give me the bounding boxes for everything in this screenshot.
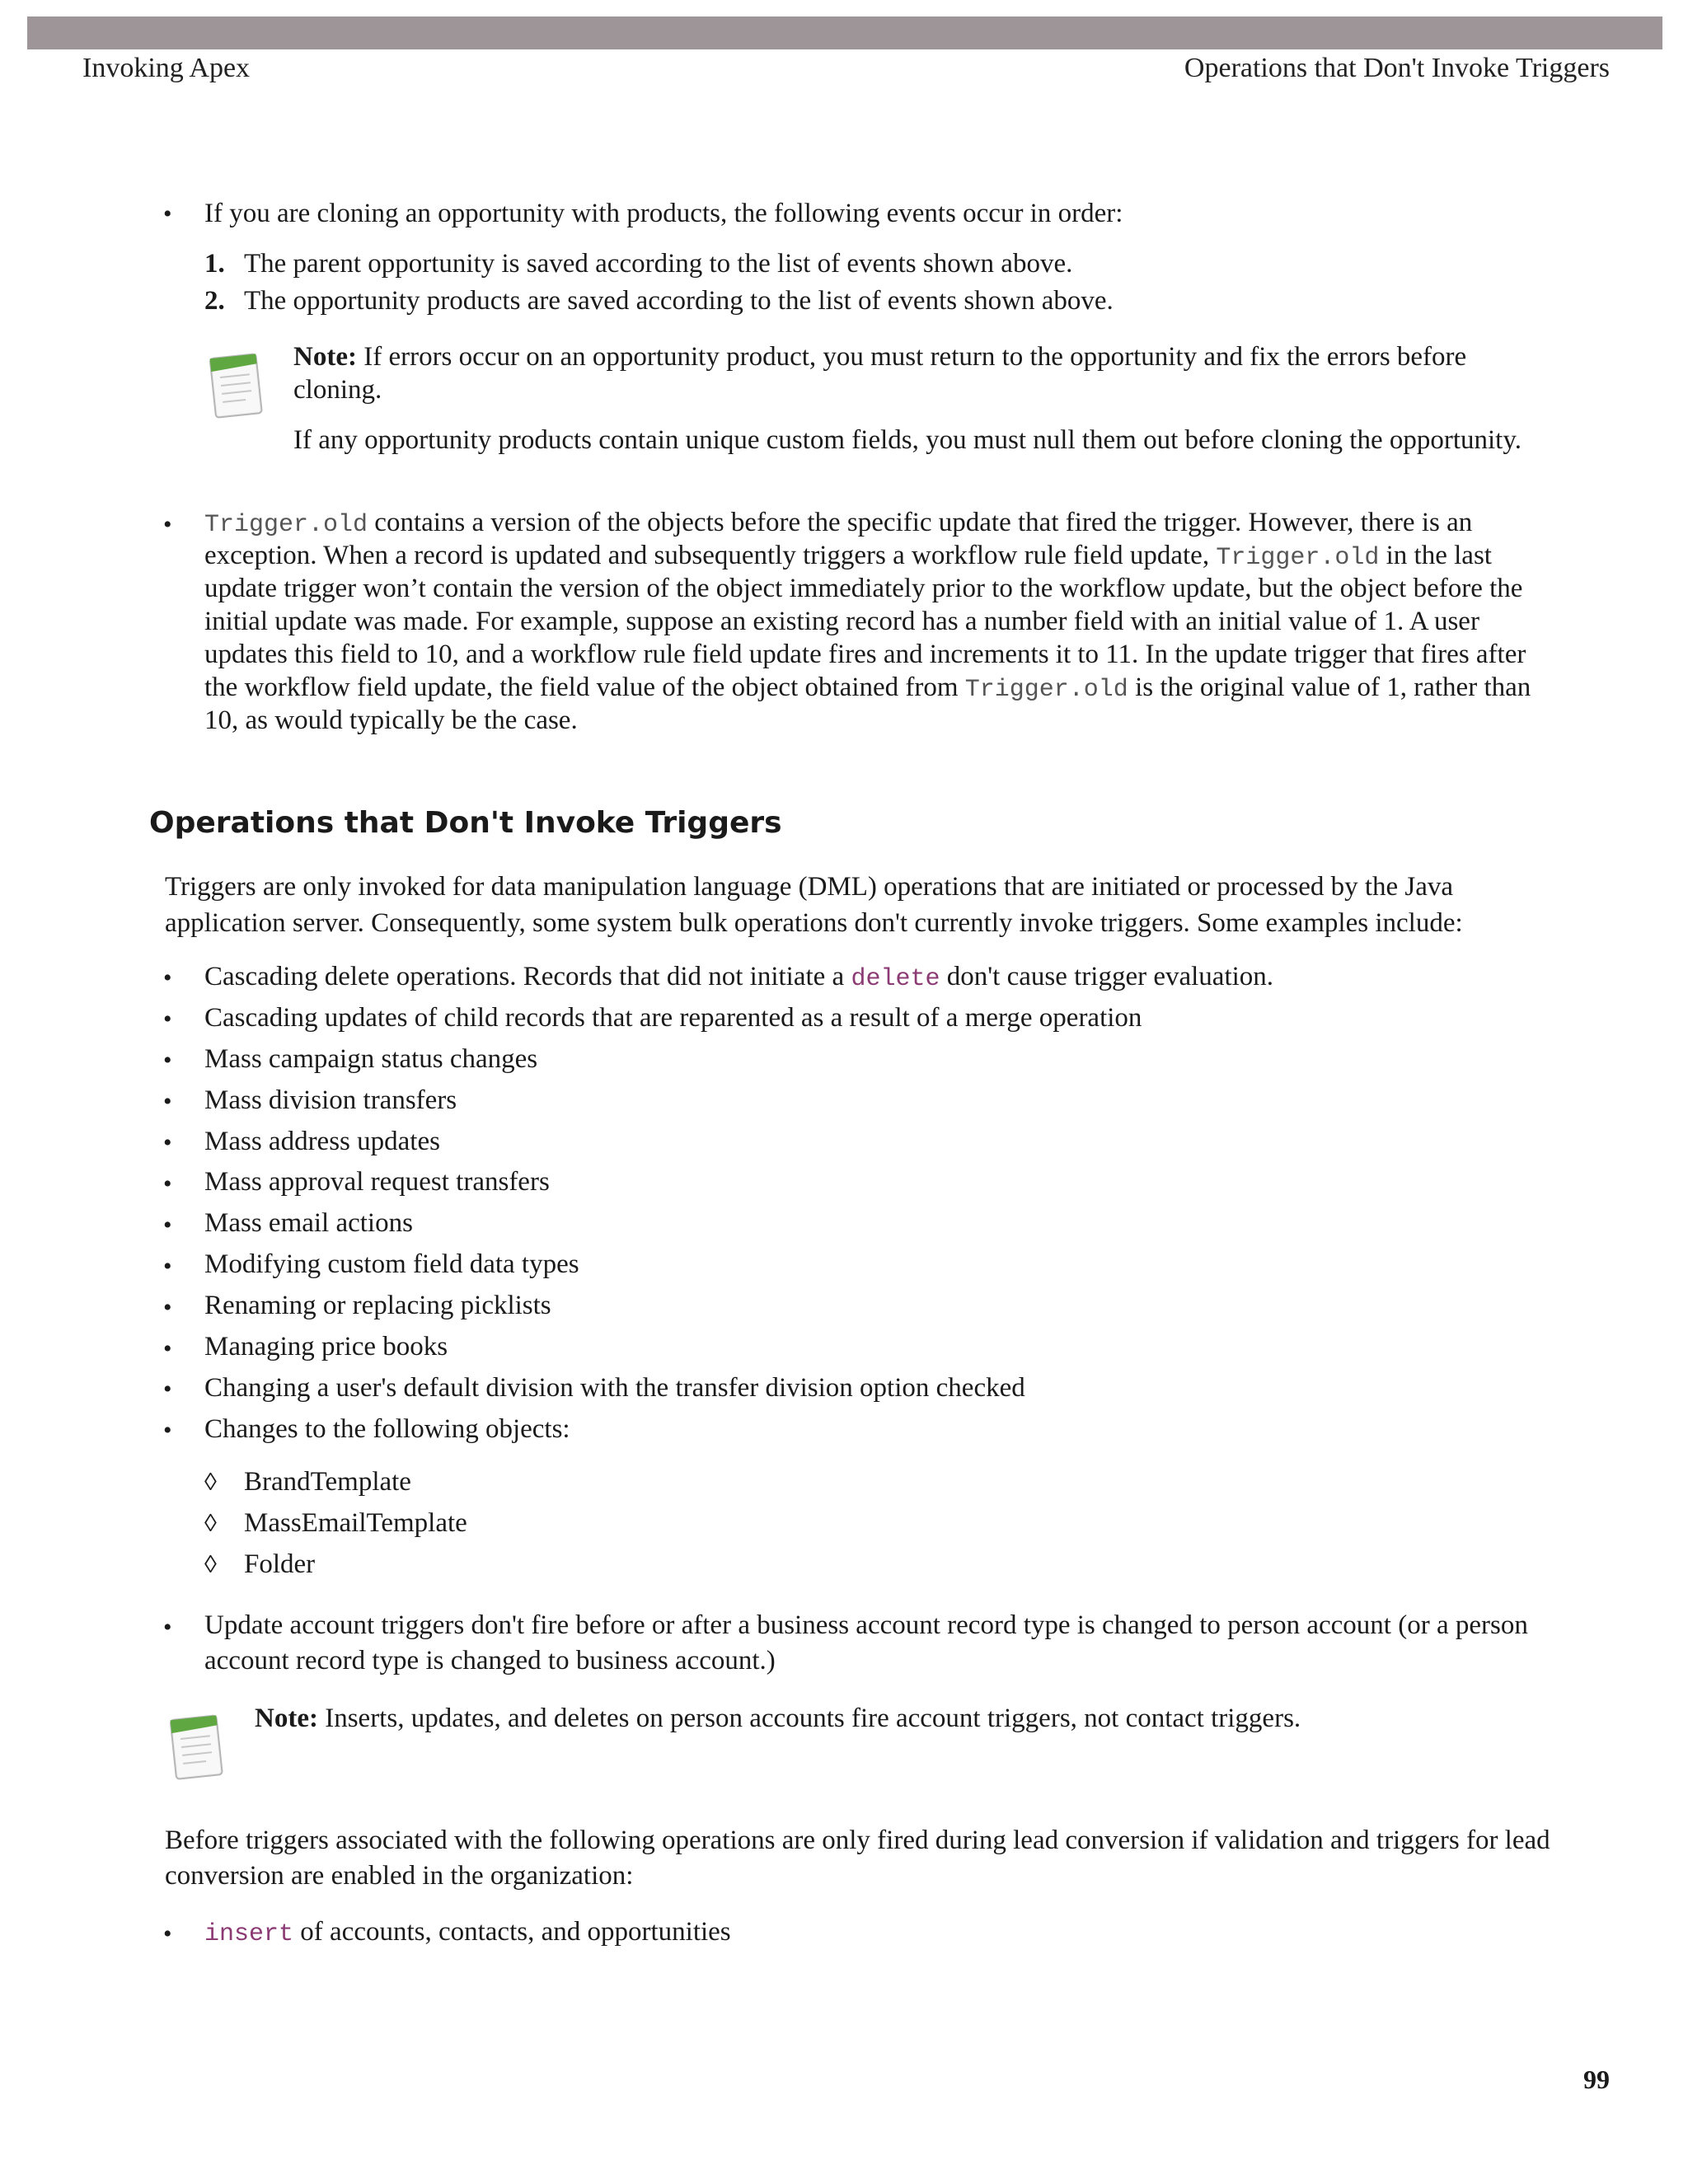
bullet: • xyxy=(163,1212,172,1239)
bullet: • xyxy=(163,1294,172,1321)
diamond-bullet: ◊ xyxy=(204,1469,217,1496)
list-item: Mass campaign status changes xyxy=(204,1044,538,1074)
list-item: Cascading updates of child records that are reparented as a result of a merge operation xyxy=(204,1003,1142,1033)
bullet: • xyxy=(163,1047,172,1074)
account-line: Update account triggers don't fire before or after a business account record type is changed to person account (or a person xyxy=(204,1610,1528,1640)
note-paragraph-2: If any opportunity products contain unique custom fields, you must null them out before cloning the opportunity. xyxy=(293,425,1522,455)
object-item: Folder xyxy=(244,1549,316,1579)
trigger-old-line: updates this field to 10, and a workflow rule field update fires and increments it to 11. In the update trigger that fires after xyxy=(204,640,1526,669)
step-text: The parent opportunity is saved according to the list of events shown above. xyxy=(244,249,1073,279)
bullet: • xyxy=(163,1417,172,1444)
object-item: BrandTemplate xyxy=(244,1467,411,1497)
list-item: Mass division transfers xyxy=(204,1085,457,1115)
bullet: • xyxy=(163,1005,172,1033)
list-item: insert of accounts, contacts, and opportunities xyxy=(204,1917,731,1948)
lead-paragraph: conversion are enabled in the organization: xyxy=(165,1861,634,1891)
running-header-right: Operations that Don't Invoke Triggers xyxy=(1184,53,1610,83)
note-paragraph: Note: Inserts, updates, and deletes on person accounts fire account triggers, not contact triggers. xyxy=(255,1704,1301,1733)
step-number: 2. xyxy=(204,286,225,316)
header-bar xyxy=(27,16,1662,49)
note-paragraph: Note: If errors occur on an opportunity product, you must return to the opportunity and fix the errors before xyxy=(293,342,1467,372)
section-title: Operations that Don't Invoke Triggers xyxy=(149,806,782,840)
lead-paragraph: Before triggers associated with the following operations are only fired during lead conversion if validation and triggers for lead xyxy=(165,1825,1550,1855)
bullet: • xyxy=(163,1129,172,1156)
bullet: • xyxy=(163,1614,172,1641)
bullet: • xyxy=(163,1376,172,1403)
diamond-bullet: ◊ xyxy=(204,1510,217,1537)
list-item: Renaming or replacing picklists xyxy=(204,1291,551,1320)
cloning-intro: If you are cloning an opportunity with products, the following events occur in order: xyxy=(204,199,1123,228)
trigger-old-line: the workflow field update, the field value of the object obtained from Trigger.old is the original value of 1, rather than xyxy=(204,673,1531,704)
list-item: Cascading delete operations. Records that did not initiate a delete don't cause trigger evaluation. xyxy=(204,962,1274,993)
list-item: Mass approval request transfers xyxy=(204,1167,550,1197)
bullet: • xyxy=(163,1170,172,1197)
diamond-bullet: ◊ xyxy=(204,1551,217,1578)
bullet: • xyxy=(163,1920,172,1947)
code-delete: delete xyxy=(851,965,940,993)
bullet: • xyxy=(163,1088,172,1115)
list-item: Changes to the following objects: xyxy=(204,1414,570,1444)
account-line: account record type is changed to business account.) xyxy=(204,1646,776,1675)
object-item: MassEmailTemplate xyxy=(244,1508,467,1538)
note-paragraph-cont: cloning. xyxy=(293,375,382,405)
section-intro: application server. Consequently, some system bulk operations don't currently invoke triggers. Some examples include: xyxy=(165,908,1463,938)
list-item: Managing price books xyxy=(204,1332,448,1361)
list-item: Mass address updates xyxy=(204,1127,440,1156)
trigger-old-line: update trigger won’t contain the version of the object immediately prior to the workflow update, but the object before the xyxy=(204,574,1523,603)
list-item: Modifying custom field data types xyxy=(204,1249,579,1279)
step-number: 1. xyxy=(204,249,225,279)
note-icon xyxy=(165,1706,229,1785)
trigger-old-line: 10, as would typically be the case. xyxy=(204,705,578,735)
page-number: 99 xyxy=(1583,2064,1610,2094)
bullet: • xyxy=(163,1335,172,1362)
code-trigger-old: Trigger.old xyxy=(1216,544,1380,572)
trigger-old-line: initial update was made. For example, suppose an existing record has a number field with an initial value of 1. A user xyxy=(204,607,1479,636)
step-text: The opportunity products are saved according to the list of events shown above. xyxy=(244,286,1114,316)
bullet: • xyxy=(163,1253,172,1280)
note-icon xyxy=(204,344,269,424)
code-insert: insert xyxy=(204,1920,294,1948)
code-trigger-old: Trigger.old xyxy=(204,511,368,539)
bullet: • xyxy=(163,964,172,991)
list-item: Changing a user's default division with the transfer division option checked xyxy=(204,1373,1025,1403)
note-label: Note: xyxy=(293,342,357,372)
note-label: Note: xyxy=(255,1704,318,1733)
trigger-old-line: Trigger.old contains a version of the objects before the specific update that fired the trigger. However, there is an xyxy=(204,508,1473,539)
running-header-left: Invoking Apex xyxy=(82,53,251,83)
trigger-old-line: exception. When a record is updated and subsequently triggers a workflow rule field update, Trigger.old in the last xyxy=(204,541,1492,572)
section-intro: Triggers are only invoked for data manipulation language (DML) operations that are initiated or processed by the Java xyxy=(165,872,1454,902)
code-trigger-old: Trigger.old xyxy=(964,676,1128,704)
bullet: • xyxy=(163,511,172,538)
bullet: • xyxy=(163,200,172,227)
list-item: Mass email actions xyxy=(204,1208,413,1238)
